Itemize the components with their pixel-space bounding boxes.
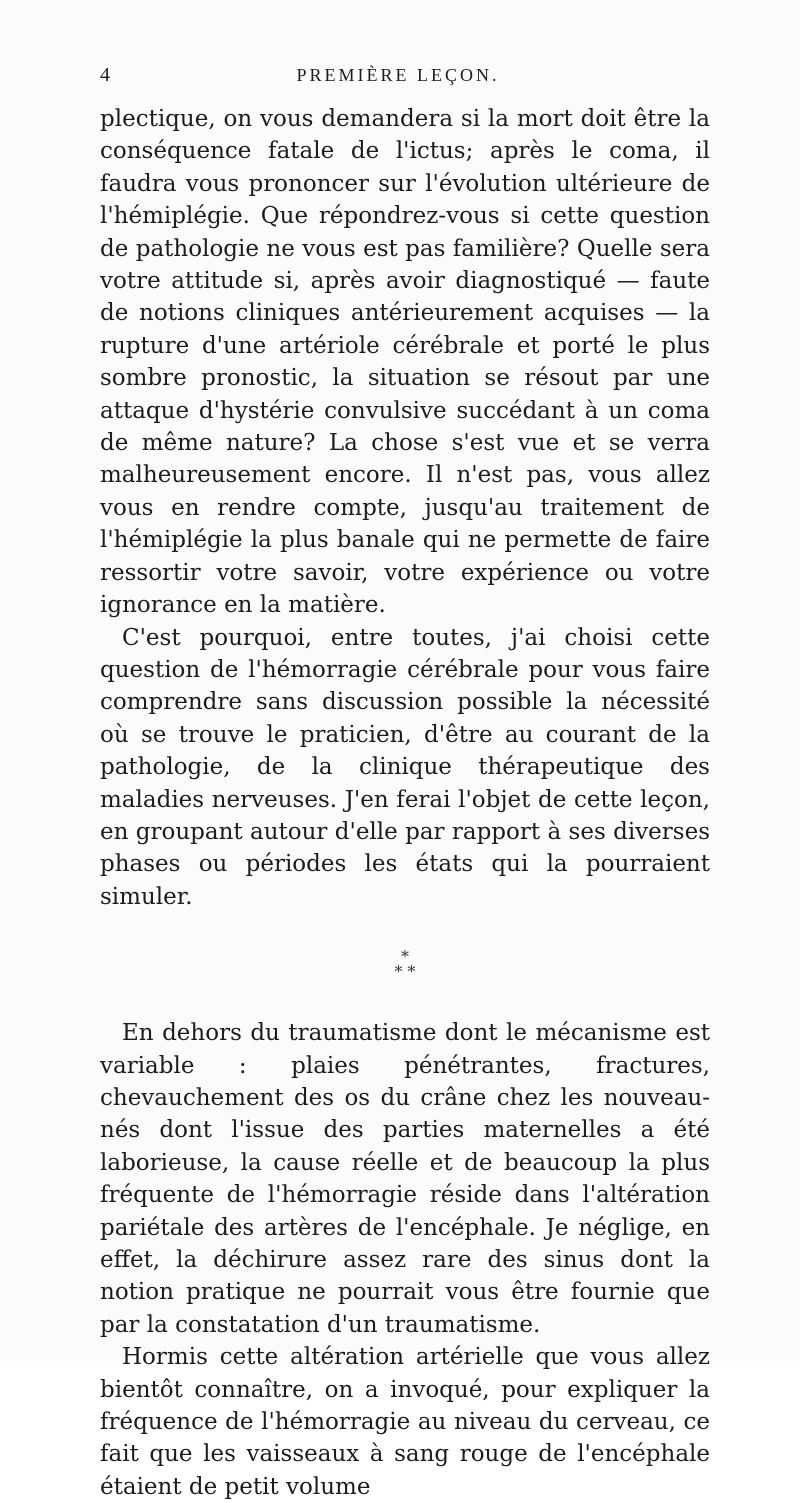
section-separator (100, 913, 710, 1017)
separator-asterisks-bottom: * * (394, 962, 416, 982)
page-number: 4 (100, 64, 110, 86)
separator-asterisk-top: * (401, 947, 409, 967)
paragraph-1: plectique, on vous demandera si la mort doit être la conséquence fatale de l'ictus; après le coma, il faudra vous prononcer sur l'évolution ultérieure de l'hémiplégie. Que répondrez-vous si cette question de pathologie ne vous est pas familière? Quelle sera votre attitude si, après avoir diagnostiqué — faute de notions cliniques antérieurement acquises — la rupture d'une artériole cérébrale et porté le plus sombre pronostic, la situation se résout par une attaque d'hystérie convulsive succédant à un coma de même nature? La chose s'est vue et se verra malheureusement encore. Il n'est pas, vous allez vous en rendre compte, jusqu'au traitement de l'hémiplégie la plus banale qui ne permette de faire ressortir votre savoir, votre expérience ou votre ignorance en la matière. (100, 106, 710, 619)
paragraph-4: Hormis cette altération artérielle que vous allez bientôt connaître, on a invoqué, pour expliquer la fréquence de l'hémorragie au niveau du cerveau, ce fait que les vaisseaux à sang rouge de l'encéphale étaient de petit volume (100, 1344, 710, 1500)
paragraph-2: C'est pourquoi, entre toutes, j'ai choisi cette question de l'hémorragie cérébrale pour vous faire comprendre sans discussion possible la nécessité où se trouve le praticien, d'être au courant de la pathologie, de la clinique thérapeutique des maladies nerveuses. J'en ferai l'objet de cette leçon, en groupant autour d'elle par rapport à ses diverses phases ou périodes les états qui la pourraient simuler. (100, 624, 710, 910)
paragraph-3: En dehors du traumatisme dont le mécanisme est variable : plaies pénétrantes, fractures, chevauchement des os du crâne chez les nouveau-nés dont l'issue des parties maternelles a été laborieuse, la cause réelle et de beaucoup la plus fréquente de l'hémorragie réside dans l'altération pariétale des artères de l'encéphale. Je néglige, en effet, la déchirure assez rare des sinus dont la notion pratique ne pourrait vous être fournie que par la constatation d'un traumatisme. (100, 1020, 710, 1338)
running-head (98, 62, 698, 88)
chapter-title: PREMIÈRE LEÇON. (296, 65, 500, 85)
body-text (100, 103, 710, 1503)
